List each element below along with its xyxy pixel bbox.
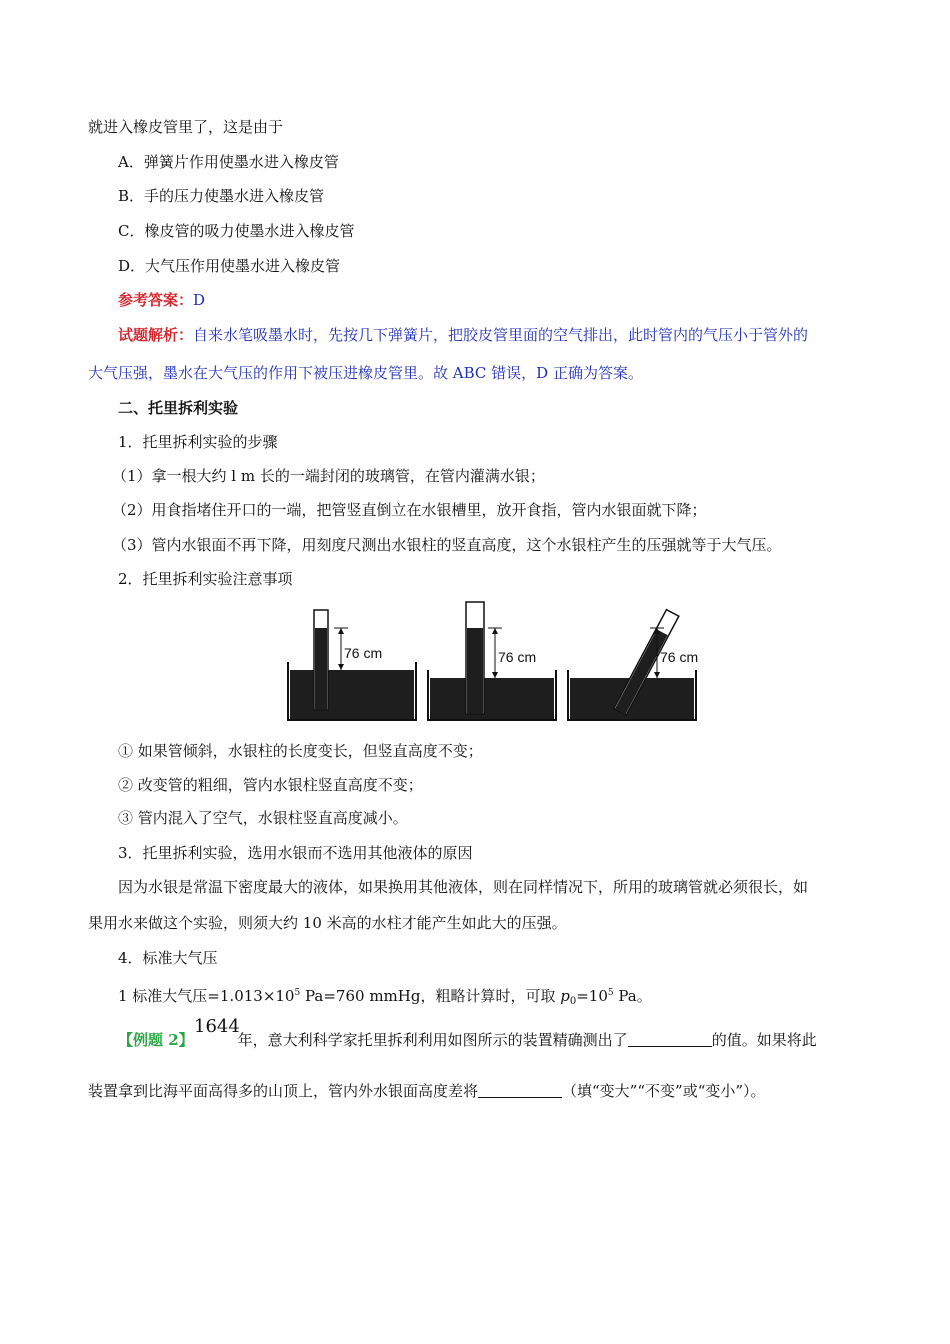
option-b: B．手的压力使墨水进入橡皮管 [118, 187, 325, 205]
answer-blank-1[interactable] [628, 1032, 712, 1047]
answer-value: D [193, 291, 206, 309]
analysis-line-2: 大气压强，墨水在大气压的作用下被压进橡皮管里。故 ABC 错误，D 正确为答案。 [88, 364, 643, 382]
analysis-line-1 [118, 325, 808, 345]
reason-line-1: 因为水银是常温下密度最大的液体，如果换用其他液体，则在同样情况下，所用的玻璃管就必须很长，如 [118, 878, 809, 896]
std-text-b: Pa=760 mmHg，粗略计算时，可取 [300, 987, 561, 1005]
option-a: A．弹簧片作用使墨水进入橡皮管 [118, 153, 339, 171]
height-label-2: 76 cm [498, 649, 537, 665]
height-label-1: 76 cm [344, 645, 383, 661]
heading-notes: 2．托里拆利实验注意事项 [118, 570, 293, 588]
heading-reason: 3．托里拆利实验，选用水银而不选用其他液体的原因 [118, 844, 473, 862]
example-text-1b: 的值。如果将此 [711, 1031, 817, 1049]
example-line-2 [88, 1081, 766, 1101]
apparatus-wide-tube [428, 602, 556, 720]
std-text-d: Pa。 [613, 987, 652, 1005]
torricelli-figure [284, 600, 699, 722]
std-exp-1: 5 [294, 988, 301, 998]
answer-line [118, 290, 205, 310]
height-label-3: 76 cm [660, 649, 699, 665]
standard-pressure-line [118, 983, 652, 1012]
answer-label: 参考答案： [118, 291, 194, 309]
mercury-basin-1 [290, 670, 414, 720]
heading-steps: 1．托里拆利实验的步骤 [118, 433, 278, 451]
apparatus-vertical-tube [288, 610, 416, 720]
mercury-column-2 [467, 628, 483, 714]
option-d: D．大气压作用使墨水进入橡皮管 [118, 257, 341, 275]
note-3: ③ 管内混入了空气，水银柱竖直高度减小。 [118, 809, 408, 827]
analysis-label: 试题解析： [118, 326, 194, 344]
example-text-2a: 装置拿到比海平面高得多的山顶上，管内外水银面高度差将 [88, 1082, 479, 1100]
std-p: p [560, 987, 570, 1005]
section-title: 二、托里拆利实验 [118, 399, 239, 417]
std-text-c: =10 [576, 987, 608, 1005]
example-text-2b: （填“变大”“不变”或“变小”）。 [562, 1082, 766, 1100]
step-2: （2）用食指堵住开口的一端，把管竖直倒立在水银槽里，放开食指，管内水银面就下降； [112, 501, 707, 519]
reason-line-2: 果用水来做这个实验，则须大约 10 米高的水柱才能产生如此大的压强。 [88, 914, 567, 932]
analysis-text-1: 自来水笔吸墨水时，先按几下弹簧片，把胶皮管里面的空气排出，此时管内的气压小于管外的 [193, 326, 809, 344]
question-continuation: 就进入橡皮管里了，这是由于 [88, 118, 284, 136]
option-c: C．橡皮管的吸力使墨水进入橡皮管 [118, 222, 355, 240]
apparatus-tilted-tube [568, 610, 698, 720]
example-label: 【例题 2】 [118, 1031, 194, 1049]
std-text-a: 1 标准大气压=1.013×10 [118, 987, 295, 1005]
note-1: ① 如果管倾斜，水银柱的长度变长，但竖直高度不变； [118, 742, 483, 760]
step-3: （3）管内水银面不再下降，用刻度尺测出水银柱的竖直高度，这个水银柱产生的压强就等于大气压。 [112, 536, 782, 554]
heading-standard: 4．标准大气压 [118, 949, 218, 967]
step-1: （1）拿一根大约 l m 长的一端封闭的玻璃管，在管内灌满水银； [112, 467, 545, 485]
answer-blank-2[interactable] [478, 1083, 562, 1098]
example-year: 1644 [194, 1016, 240, 1037]
note-2: ② 改变管的粗细，管内水银柱竖直高度不变； [118, 776, 423, 794]
mercury-column-1 [315, 628, 327, 710]
example-text-1a: 年，意大利科学家托里拆利利用如图所示的装置精确测出了 [237, 1031, 628, 1049]
std-exp-2: 5 [607, 988, 614, 998]
std-sub: 0 [569, 996, 577, 1007]
